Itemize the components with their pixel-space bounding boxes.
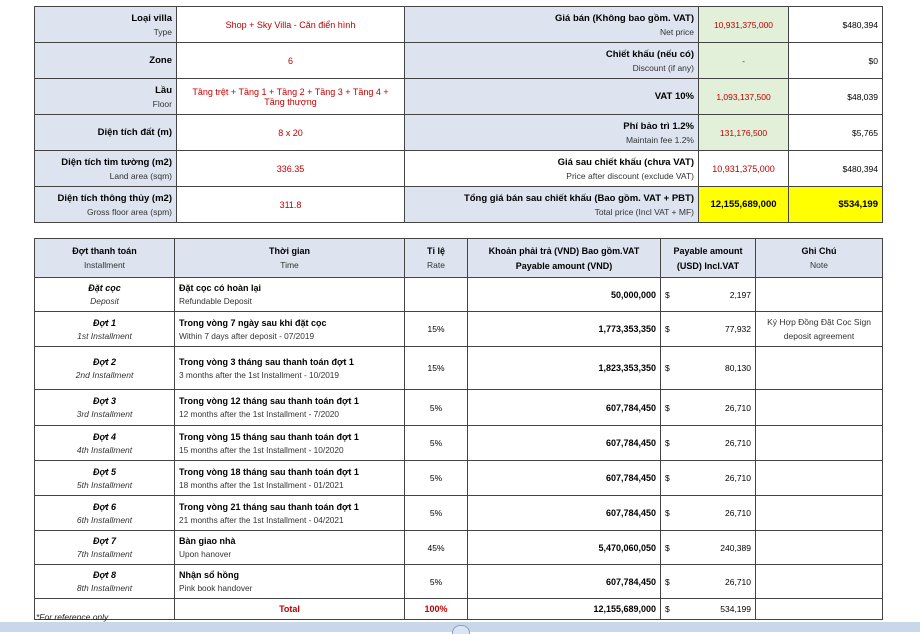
payable-vnd-cell: 1,823,353,350 (468, 347, 661, 390)
type-label: Loại villa Type (35, 7, 177, 43)
time-cell: Trong vòng 15 tháng sau thanh toán đợt 1 15 months after the 1st Installment - 10/2020 (175, 426, 405, 461)
maintain-fee-label: Phí bảo trì 1.2% Maintain fee 1.2% (405, 115, 699, 151)
time-cell: Nhận sổ hồng Pink book handover (175, 565, 405, 599)
note-cell (756, 347, 883, 390)
vat-label: VAT 10% (405, 79, 699, 115)
note-cell (756, 278, 883, 312)
rate-cell: 5% (405, 461, 468, 496)
header-rate: Tỉ lệ Rate (405, 239, 468, 278)
note-cell (756, 531, 883, 565)
payable-vnd-cell: 607,784,450 (468, 496, 661, 531)
rate-cell: 15% (405, 312, 468, 347)
note-cell (756, 496, 883, 531)
payable-vnd-cell: 1,773,353,350 (468, 312, 661, 347)
time-cell: Bàn giao nhà Upon hanover (175, 531, 405, 565)
table-row (35, 426, 883, 461)
payable-vnd-cell: 5,470,060,050 (468, 531, 661, 565)
price-summary-table (34, 6, 883, 223)
table-row (35, 278, 883, 312)
time-cell: Đặt cọc có hoàn lại Refundable Deposit (175, 278, 405, 312)
scroll-handle[interactable] (452, 625, 470, 634)
installment-cell: Đợt 5 5th Installment (35, 461, 175, 496)
rate-cell: 5% (405, 426, 468, 461)
total-price-label: Tổng giá bán sau chiết khấu (Bao gồm. VAT + PBT) Total price (Incl VAT + MF) (405, 187, 699, 223)
rate-cell (405, 278, 468, 312)
vat-vnd: 1,093,137,500 (699, 79, 789, 115)
payable-vnd-cell: 607,784,450 (468, 461, 661, 496)
footnote: *For reference only (36, 612, 109, 622)
table-row (35, 531, 883, 565)
installment-cell: Đợt 7 7th Installment (35, 531, 175, 565)
discount-usd: $0 (789, 43, 883, 79)
payable-usd-cell: $ 26,710 (661, 426, 756, 461)
installment-cell: Đợt 3 3rd Installment (35, 390, 175, 426)
net-price-label: Giá bán (Không bao gồm. VAT) Net price (405, 7, 699, 43)
installment-cell: Đợt 2 2nd Installment (35, 347, 175, 390)
net-price-usd: $480,394 (789, 7, 883, 43)
note-cell (756, 390, 883, 426)
rate-cell: 15% (405, 347, 468, 390)
payable-vnd-cell: 607,784,450 (468, 426, 661, 461)
after-discount-vnd: 10,931,375,000 (699, 151, 789, 187)
payable-usd-cell: $ 26,710 (661, 565, 756, 599)
installment-cell: Đợt 6 6th Installment (35, 496, 175, 531)
payable-usd-cell: $ 2,197 (661, 278, 756, 312)
vat-usd: $48,039 (789, 79, 883, 115)
land-area-label: Diện tích tim tường (m2) Land area (sqm) (35, 151, 177, 187)
header-note: Ghi Chú Note (756, 239, 883, 278)
land-value: 8 x 20 (177, 115, 405, 151)
payable-vnd-cell: 607,784,450 (468, 390, 661, 426)
after-discount-label: Giá sau chiết khấu (chưa VAT) Price after discount (exclude VAT) (405, 151, 699, 187)
payable-usd-cell: $ 26,710 (661, 496, 756, 531)
maintain-fee-vnd: 131,176,500 (699, 115, 789, 151)
total-label: Total (175, 599, 405, 620)
net-price-vnd: 10,931,375,000 (699, 7, 789, 43)
installment-cell: Đợt 1 1st Installment (35, 312, 175, 347)
discount-vnd: - (699, 43, 789, 79)
time-cell: Trong vòng 18 tháng sau thanh toán đợt 1 18 months after the 1st Installment - 01/2021 (175, 461, 405, 496)
time-cell: Trong vòng 21 tháng sau thanh toán đợt 1 21 months after the 1st Installment - 04/2021 (175, 496, 405, 531)
time-cell: Trong vòng 3 tháng sau thanh toán đợt 1 3 months after the 1st Installment - 10/2019 (175, 347, 405, 390)
maintain-fee-usd: $5,765 (789, 115, 883, 151)
time-cell: Trong vòng 12 tháng sau thanh toán đợt 1 12 months after the 1st Installment - 7/2020 (175, 390, 405, 426)
note-cell (756, 461, 883, 496)
rate-cell: 5% (405, 565, 468, 599)
floor-value: Tầng trệt + Tầng 1 + Tầng 2 + Tầng 3 + Tầng 4 + Tầng thượng (177, 79, 405, 115)
payment-schedule-table (34, 238, 883, 620)
table-row (35, 461, 883, 496)
rate-cell: 5% (405, 496, 468, 531)
rate-cell: 45% (405, 531, 468, 565)
header-installment: Đợt thanh toán Installment (35, 239, 175, 278)
after-discount-usd: $480,394 (789, 151, 883, 187)
note-cell (756, 426, 883, 461)
land-area-value: 336.35 (177, 151, 405, 187)
total-rate: 100% (405, 599, 468, 620)
type-value: Shop + Sky Villa - Căn điển hình (177, 7, 405, 43)
table-row (35, 347, 883, 390)
floor-label: Lầu Floor (35, 79, 177, 115)
installment-cell: Đợt 4 4th Installment (35, 426, 175, 461)
gross-area-value: 311.8 (177, 187, 405, 223)
gross-area-label: Diện tích thông thủy (m2) Gross floor area (spm) (35, 187, 177, 223)
total-row (35, 599, 883, 620)
rate-cell: 5% (405, 390, 468, 426)
payable-usd-cell: $ 240,389 (661, 531, 756, 565)
zone-value: 6 (177, 43, 405, 79)
payable-usd-cell: $ 80,130 (661, 347, 756, 390)
table-header-row (35, 239, 883, 278)
note-cell: Ký Hợp Đồng Đặt Cọc Sign deposit agreement (756, 312, 883, 347)
land-label: Diện tích đất (m) (35, 115, 177, 151)
installment-cell: Đợt 8 8th Installment (35, 565, 175, 599)
table-row (35, 390, 883, 426)
discount-label: Chiết khấu (nếu có) Discount (if any) (405, 43, 699, 79)
installment-cell: Đặt cọc Deposit (35, 278, 175, 312)
payable-vnd-cell: 50,000,000 (468, 278, 661, 312)
header-time: Thời gian Time (175, 239, 405, 278)
payable-usd-cell: $ 77,932 (661, 312, 756, 347)
table-row (35, 312, 883, 347)
payable-usd-cell: $ 26,710 (661, 390, 756, 426)
header-payable-vnd: Khoản phải trả (VND) Bao gồm.VAT Payable amount (VND) (468, 239, 661, 278)
header-payable-usd: Payable amount (USD) Incl.VAT (661, 239, 756, 278)
note-cell (756, 565, 883, 599)
total-price-usd: $534,199 (789, 187, 883, 223)
zone-label: Zone (35, 43, 177, 79)
total-price-vnd: 12,155,689,000 (699, 187, 789, 223)
total-usd: $ 534,199 (661, 599, 756, 620)
time-cell: Trong vòng 7 ngày sau khi đặt cọc Within 7 days after deposit - 07/2019 (175, 312, 405, 347)
table-row (35, 565, 883, 599)
payable-usd-cell: $ 26,710 (661, 461, 756, 496)
payable-vnd-cell: 607,784,450 (468, 565, 661, 599)
total-vnd: 12,155,689,000 (468, 599, 661, 620)
table-row (35, 496, 883, 531)
